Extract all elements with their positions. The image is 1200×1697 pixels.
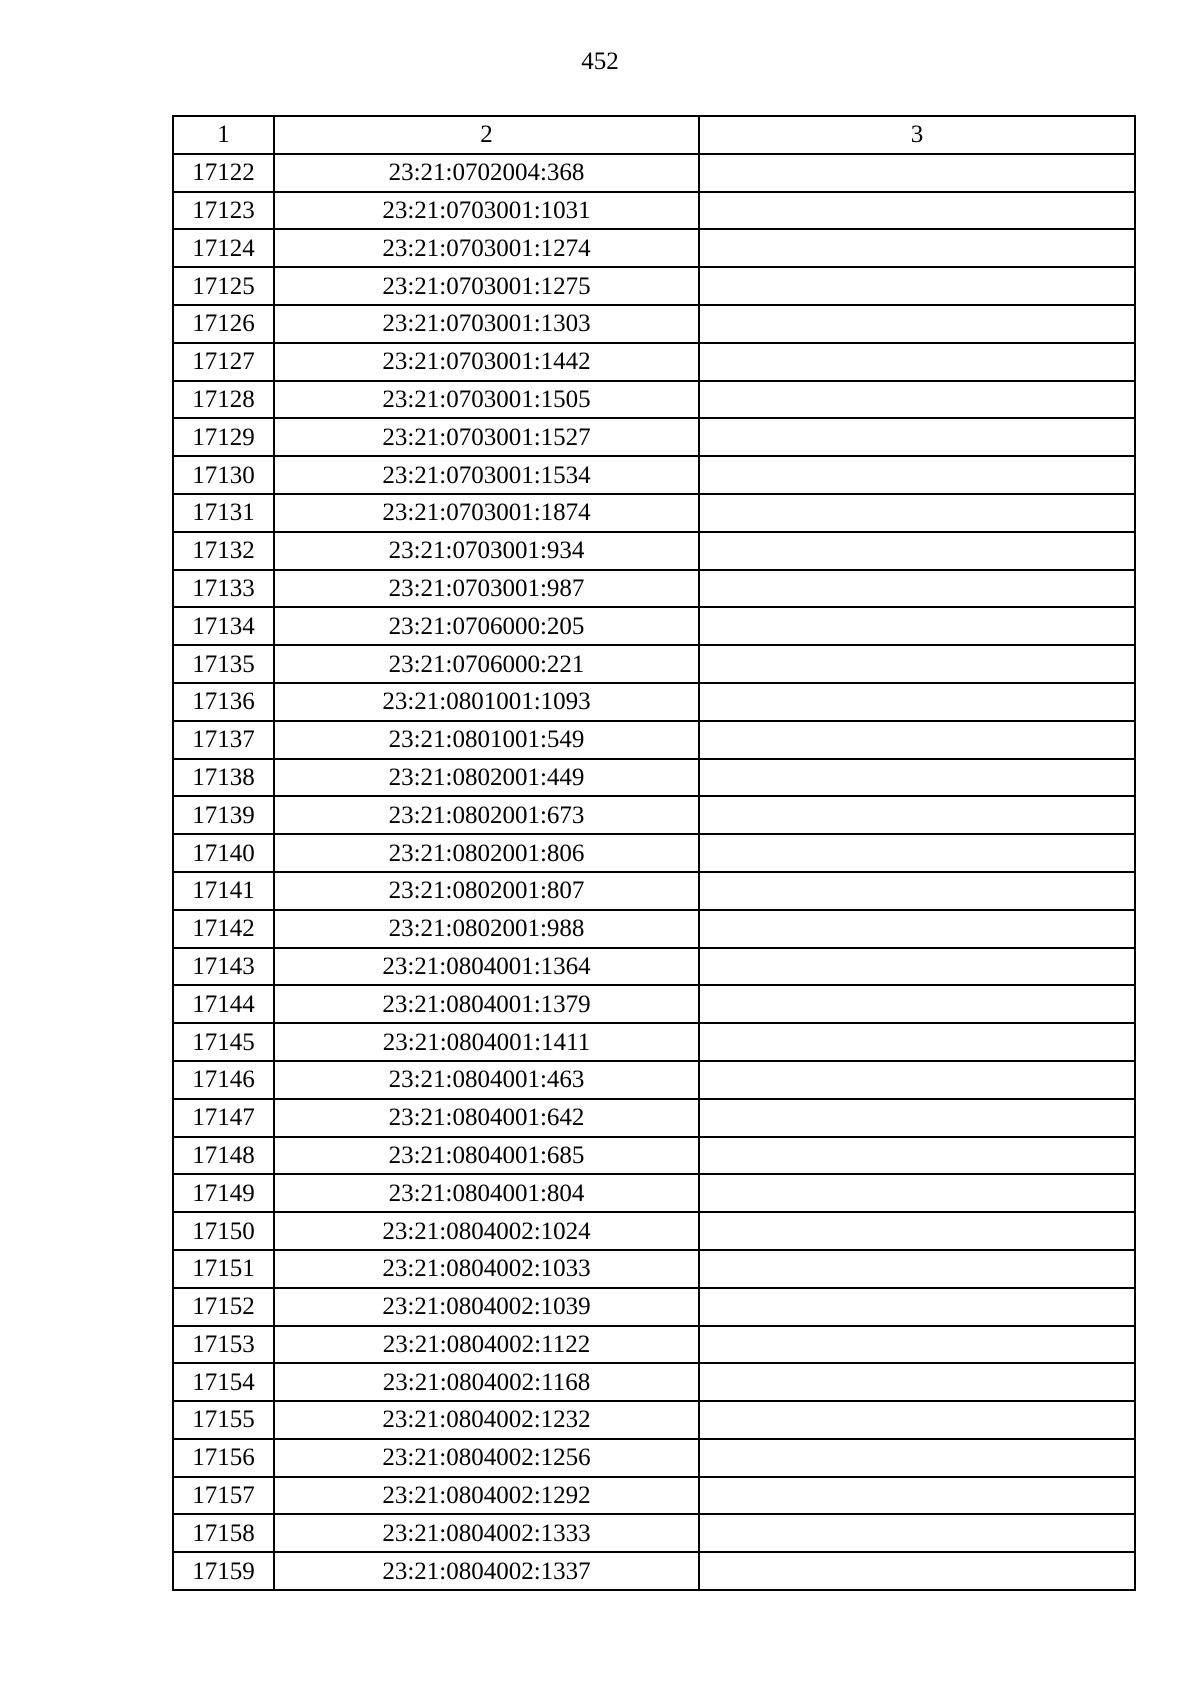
cadastral-number-cell: 23:21:0802001:807 <box>274 872 699 910</box>
table-row <box>173 192 1135 230</box>
note-cell <box>699 1514 1135 1552</box>
cadastral-number-cell: 23:21:0804002:1292 <box>274 1477 699 1515</box>
row-number-cell: 17133 <box>173 570 274 608</box>
row-number-cell: 17152 <box>173 1288 274 1326</box>
page-number: 452 <box>581 48 619 75</box>
cadastral-number-cell: 23:21:0804001:685 <box>274 1137 699 1175</box>
note-cell <box>699 267 1135 305</box>
row-number-cell: 17137 <box>173 721 274 759</box>
cadastral-number-cell: 23:21:0804001:1364 <box>274 948 699 986</box>
row-number-cell: 17153 <box>173 1326 274 1364</box>
cadastral-number-cell: 23:21:0804001:1411 <box>274 1023 699 1061</box>
table-row <box>173 1439 1135 1477</box>
header-cell-col-1: 1 <box>173 116 274 154</box>
table-row <box>173 1023 1135 1061</box>
cadastral-number-cell: 23:21:0801001:549 <box>274 721 699 759</box>
row-number-cell: 17135 <box>173 645 274 683</box>
note-cell <box>699 1288 1135 1326</box>
note-cell <box>699 910 1135 948</box>
row-number-cell: 17140 <box>173 834 274 872</box>
note-cell <box>699 1174 1135 1212</box>
row-number-cell: 17125 <box>173 267 274 305</box>
cadastral-number-cell: 23:21:0801001:1093 <box>274 683 699 721</box>
note-cell <box>699 1326 1135 1364</box>
table-row <box>173 1552 1135 1590</box>
note-cell <box>699 229 1135 267</box>
note-cell <box>699 1023 1135 1061</box>
row-number-cell: 17138 <box>173 759 274 797</box>
register-table <box>172 115 1136 1591</box>
table-row <box>173 1212 1135 1250</box>
cadastral-number-cell: 23:21:0703001:1442 <box>274 343 699 381</box>
cadastral-number-cell: 23:21:0802001:673 <box>274 796 699 834</box>
cadastral-number-cell: 23:21:0804002:1337 <box>274 1552 699 1590</box>
cadastral-number-cell: 23:21:0804002:1256 <box>274 1439 699 1477</box>
table-row <box>173 381 1135 419</box>
row-number-cell: 17129 <box>173 418 274 456</box>
table-row <box>173 1061 1135 1099</box>
register-table-container <box>172 115 1136 1591</box>
row-number-cell: 17146 <box>173 1061 274 1099</box>
table-row <box>173 1326 1135 1364</box>
header-cell-col-2: 2 <box>274 116 699 154</box>
row-number-cell: 17132 <box>173 532 274 570</box>
cadastral-number-cell: 23:21:0802001:449 <box>274 759 699 797</box>
cadastral-number-cell: 23:21:0804002:1122 <box>274 1326 699 1364</box>
cadastral-number-cell: 23:21:0703001:1274 <box>274 229 699 267</box>
cadastral-number-cell: 23:21:0702004:368 <box>274 154 699 192</box>
cadastral-number-cell: 23:21:0703001:1505 <box>274 381 699 419</box>
note-cell <box>699 796 1135 834</box>
table-row <box>173 1250 1135 1288</box>
note-cell <box>699 418 1135 456</box>
note-cell <box>699 1061 1135 1099</box>
cadastral-number-cell: 23:21:0703001:1534 <box>274 456 699 494</box>
table-row <box>173 1137 1135 1175</box>
table-row <box>173 721 1135 759</box>
note-cell <box>699 985 1135 1023</box>
table-row <box>173 834 1135 872</box>
table-row <box>173 456 1135 494</box>
table-row <box>173 1514 1135 1552</box>
table-row <box>173 570 1135 608</box>
note-cell <box>699 1363 1135 1401</box>
row-number-cell: 17127 <box>173 343 274 381</box>
row-number-cell: 17139 <box>173 796 274 834</box>
cadastral-number-cell: 23:21:0804002:1232 <box>274 1401 699 1439</box>
note-cell <box>699 1477 1135 1515</box>
table-row <box>173 1174 1135 1212</box>
row-number-cell: 17155 <box>173 1401 274 1439</box>
table-row <box>173 305 1135 343</box>
row-number-cell: 17136 <box>173 683 274 721</box>
cadastral-number-cell: 23:21:0804002:1024 <box>274 1212 699 1250</box>
cadastral-number-cell: 23:21:0703001:1874 <box>274 494 699 532</box>
table-row <box>173 796 1135 834</box>
table-row <box>173 154 1135 192</box>
note-cell <box>699 1137 1135 1175</box>
row-number-cell: 17130 <box>173 456 274 494</box>
note-cell <box>699 343 1135 381</box>
note-cell <box>699 1552 1135 1590</box>
cadastral-number-cell: 23:21:0706000:221 <box>274 645 699 683</box>
cadastral-number-cell: 23:21:0804001:804 <box>274 1174 699 1212</box>
cadastral-number-cell: 23:21:0804001:642 <box>274 1099 699 1137</box>
cadastral-number-cell: 23:21:0703001:1303 <box>274 305 699 343</box>
cadastral-number-cell: 23:21:0804002:1039 <box>274 1288 699 1326</box>
header-row <box>173 116 1135 154</box>
row-number-cell: 17126 <box>173 305 274 343</box>
cadastral-number-cell: 23:21:0703001:1275 <box>274 267 699 305</box>
note-cell <box>699 305 1135 343</box>
cadastral-number-cell: 23:21:0703001:987 <box>274 570 699 608</box>
row-number-cell: 17151 <box>173 1250 274 1288</box>
table-row <box>173 1401 1135 1439</box>
note-cell <box>699 1099 1135 1137</box>
note-cell <box>699 834 1135 872</box>
note-cell <box>699 1212 1135 1250</box>
table-row <box>173 645 1135 683</box>
cadastral-number-cell: 23:21:0804001:463 <box>274 1061 699 1099</box>
table-header <box>173 116 1135 154</box>
table-row <box>173 948 1135 986</box>
row-number-cell: 17143 <box>173 948 274 986</box>
row-number-cell: 17144 <box>173 985 274 1023</box>
table-row <box>173 1477 1135 1515</box>
row-number-cell: 17157 <box>173 1477 274 1515</box>
row-number-cell: 17123 <box>173 192 274 230</box>
table-row <box>173 494 1135 532</box>
row-number-cell: 17149 <box>173 1174 274 1212</box>
row-number-cell: 17128 <box>173 381 274 419</box>
row-number-cell: 17122 <box>173 154 274 192</box>
table-row <box>173 1099 1135 1137</box>
note-cell <box>699 759 1135 797</box>
table-row <box>173 985 1135 1023</box>
table-row <box>173 418 1135 456</box>
row-number-cell: 17150 <box>173 1212 274 1250</box>
table-row <box>173 532 1135 570</box>
table-row <box>173 229 1135 267</box>
note-cell <box>699 192 1135 230</box>
cadastral-number-cell: 23:21:0804001:1379 <box>274 985 699 1023</box>
cadastral-number-cell: 23:21:0802001:806 <box>274 834 699 872</box>
note-cell <box>699 645 1135 683</box>
table-row <box>173 607 1135 645</box>
note-cell <box>699 948 1135 986</box>
table-row <box>173 759 1135 797</box>
table-row <box>173 1363 1135 1401</box>
row-number-cell: 17154 <box>173 1363 274 1401</box>
row-number-cell: 17159 <box>173 1552 274 1590</box>
table-body <box>173 154 1135 1590</box>
note-cell <box>699 570 1135 608</box>
note-cell <box>699 494 1135 532</box>
table-row <box>173 683 1135 721</box>
row-number-cell: 17124 <box>173 229 274 267</box>
note-cell <box>699 683 1135 721</box>
row-number-cell: 17158 <box>173 1514 274 1552</box>
note-cell <box>699 1401 1135 1439</box>
cadastral-number-cell: 23:21:0804002:1033 <box>274 1250 699 1288</box>
row-number-cell: 17141 <box>173 872 274 910</box>
row-number-cell: 17131 <box>173 494 274 532</box>
note-cell <box>699 607 1135 645</box>
row-number-cell: 17145 <box>173 1023 274 1061</box>
note-cell <box>699 1439 1135 1477</box>
note-cell <box>699 381 1135 419</box>
table-row <box>173 872 1135 910</box>
table-row <box>173 910 1135 948</box>
cadastral-number-cell: 23:21:0804002:1333 <box>274 1514 699 1552</box>
note-cell <box>699 456 1135 494</box>
row-number-cell: 17148 <box>173 1137 274 1175</box>
cadastral-number-cell: 23:21:0703001:1031 <box>274 192 699 230</box>
table-row <box>173 1288 1135 1326</box>
header-cell-col-3: 3 <box>699 116 1135 154</box>
cadastral-number-cell: 23:21:0703001:1527 <box>274 418 699 456</box>
row-number-cell: 17134 <box>173 607 274 645</box>
table-row <box>173 267 1135 305</box>
note-cell <box>699 721 1135 759</box>
cadastral-number-cell: 23:21:0804002:1168 <box>274 1363 699 1401</box>
table-row <box>173 343 1135 381</box>
note-cell <box>699 872 1135 910</box>
note-cell <box>699 1250 1135 1288</box>
cadastral-number-cell: 23:21:0703001:934 <box>274 532 699 570</box>
note-cell <box>699 532 1135 570</box>
cadastral-number-cell: 23:21:0706000:205 <box>274 607 699 645</box>
note-cell <box>699 154 1135 192</box>
row-number-cell: 17142 <box>173 910 274 948</box>
cadastral-number-cell: 23:21:0802001:988 <box>274 910 699 948</box>
row-number-cell: 17156 <box>173 1439 274 1477</box>
row-number-cell: 17147 <box>173 1099 274 1137</box>
